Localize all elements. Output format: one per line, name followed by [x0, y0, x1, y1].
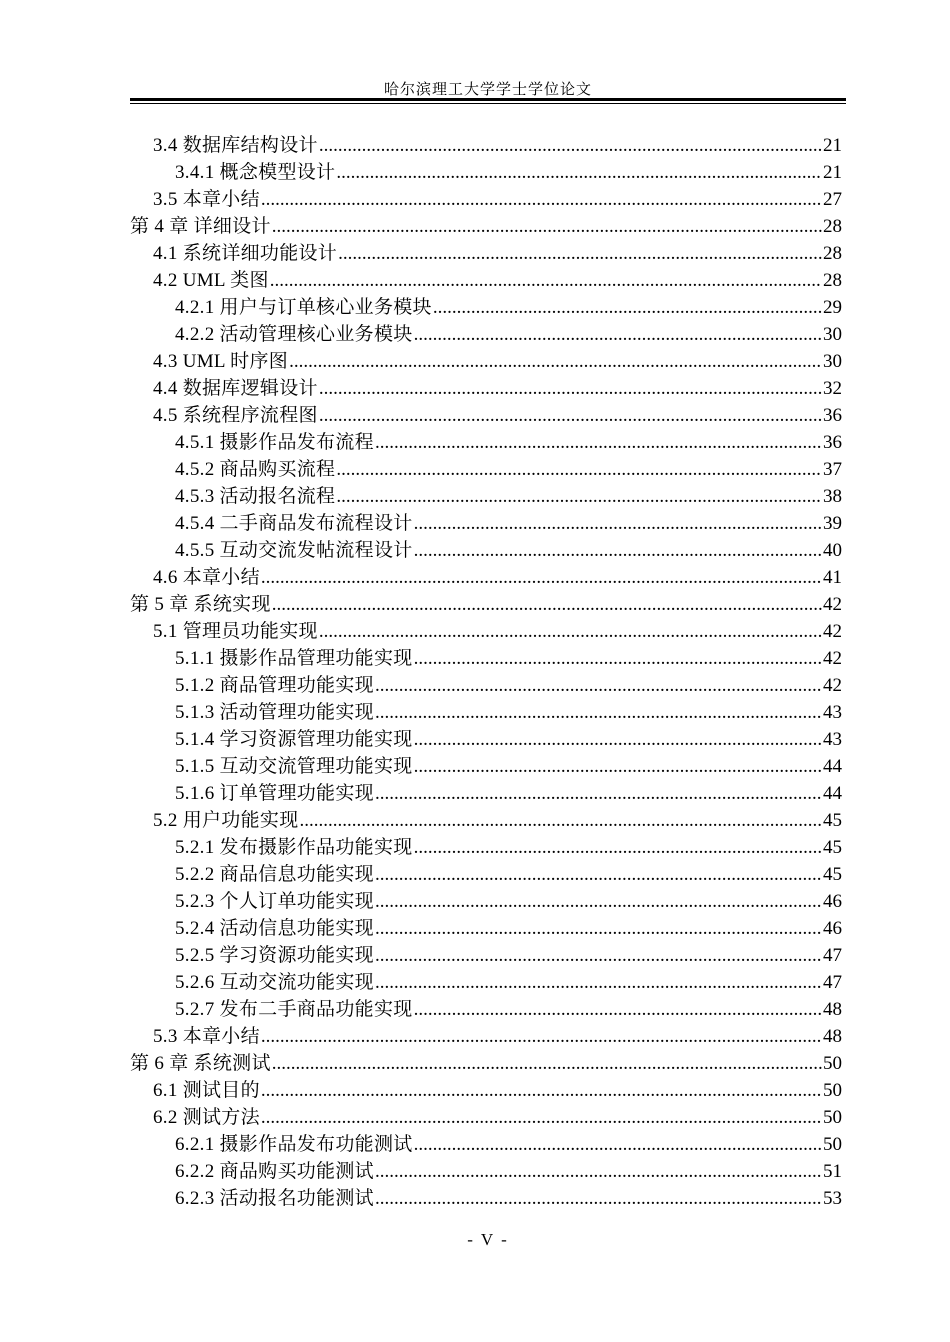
page-number: - V - — [467, 1230, 509, 1249]
toc-leader-dots — [336, 159, 822, 186]
header-rule-thin — [130, 103, 846, 104]
toc-leader-dots — [319, 132, 822, 159]
toc-entry-title: 6.2.3 活动报名功能测试 — [175, 1188, 374, 1209]
toc-leader-dots — [375, 672, 822, 699]
toc-leader-dots — [414, 753, 822, 780]
toc-entry-page: 50 — [823, 1080, 842, 1101]
toc-entry[interactable] — [130, 618, 842, 645]
toc-entry-page: 43 — [823, 729, 842, 750]
toc-entry-page: 47 — [823, 972, 842, 993]
toc-leader-dots — [433, 294, 822, 321]
toc-entry-title: 4.6 本章小结 — [153, 567, 260, 588]
toc-entry[interactable] — [130, 483, 842, 510]
toc-entry-title: 5.1.1 摄影作品管理功能实现 — [175, 648, 413, 669]
toc-entry-title: 第 6 章 系统测试 — [130, 1053, 271, 1074]
toc-entry-page: 36 — [823, 432, 842, 453]
toc-leader-dots — [414, 645, 822, 672]
toc-entry-page: 28 — [823, 270, 842, 291]
toc-entry-page: 47 — [823, 945, 842, 966]
table-of-contents — [130, 132, 842, 1212]
toc-entry[interactable] — [130, 537, 842, 564]
page-header: 哈尔滨理工大学学士学位论文 — [383, 82, 592, 98]
toc-entry-title: 5.1.4 学习资源管理功能实现 — [175, 729, 413, 750]
toc-entry-page: 46 — [823, 891, 842, 912]
toc-entry-title: 4.2 UML 类图 — [153, 270, 269, 291]
toc-entry[interactable] — [130, 159, 842, 186]
toc-entry-title: 4.2.2 活动管理核心业务模块 — [175, 324, 413, 345]
toc-entry[interactable] — [130, 564, 842, 591]
toc-leader-dots — [289, 348, 822, 375]
toc-entry[interactable] — [130, 375, 842, 402]
toc-entry[interactable] — [130, 267, 842, 294]
toc-entry-title: 4.1 系统详细功能设计 — [153, 243, 338, 264]
toc-entry-title: 5.1.3 活动管理功能实现 — [175, 702, 374, 723]
toc-entry[interactable] — [130, 1131, 842, 1158]
toc-entry-page: 44 — [823, 783, 842, 804]
toc-entry-title: 3.4.1 概念模型设计 — [175, 162, 336, 183]
toc-leader-dots — [336, 456, 822, 483]
toc-leader-dots — [261, 186, 822, 213]
toc-entry-title: 4.5.3 活动报名流程 — [175, 486, 336, 507]
toc-entry-title: 5.2.6 互动交流功能实现 — [175, 972, 374, 993]
toc-entry[interactable] — [130, 1023, 842, 1050]
toc-entry[interactable] — [130, 213, 842, 240]
toc-leader-dots — [375, 1185, 822, 1212]
toc-entry[interactable] — [130, 510, 842, 537]
toc-entry-page: 48 — [823, 999, 842, 1020]
toc-entry-page: 29 — [823, 297, 842, 318]
toc-entry-title: 5.2.5 学习资源功能实现 — [175, 945, 374, 966]
toc-entry[interactable] — [130, 969, 842, 996]
toc-entry[interactable] — [130, 699, 842, 726]
toc-leader-dots — [272, 213, 822, 240]
toc-entry[interactable] — [130, 186, 842, 213]
toc-entry-title: 5.1.2 商品管理功能实现 — [175, 675, 374, 696]
toc-entry-title: 5.2.1 发布摄影作品功能实现 — [175, 837, 413, 858]
toc-leader-dots — [414, 726, 822, 753]
toc-entry[interactable] — [130, 321, 842, 348]
toc-entry-page: 21 — [823, 162, 842, 183]
toc-leader-dots — [375, 915, 822, 942]
toc-leader-dots — [375, 699, 822, 726]
toc-entry-title: 4.5.2 商品购买流程 — [175, 459, 336, 480]
toc-entry-page: 42 — [823, 648, 842, 669]
toc-entry-title: 6.2.2 商品购买功能测试 — [175, 1161, 374, 1182]
toc-entry[interactable] — [130, 726, 842, 753]
toc-entry[interactable] — [130, 402, 842, 429]
toc-leader-dots — [375, 942, 822, 969]
toc-entry-title: 3.4 数据库结构设计 — [153, 135, 318, 156]
toc-entry[interactable] — [130, 645, 842, 672]
toc-entry-title: 5.1.5 互动交流管理功能实现 — [175, 756, 413, 777]
toc-entry-title: 4.5 系统程序流程图 — [153, 405, 318, 426]
header-rule-thick — [130, 98, 846, 101]
toc-entry[interactable] — [130, 807, 842, 834]
toc-entry[interactable] — [130, 834, 842, 861]
toc-entry[interactable] — [130, 1158, 842, 1185]
toc-entry-title: 5.2.4 活动信息功能实现 — [175, 918, 374, 939]
toc-entry-page: 45 — [823, 837, 842, 858]
toc-entry-title: 4.5.1 摄影作品发布流程 — [175, 432, 374, 453]
toc-entry-page: 38 — [823, 486, 842, 507]
toc-entry-title: 3.5 本章小结 — [153, 189, 260, 210]
toc-entry-title: 5.2.2 商品信息功能实现 — [175, 864, 374, 885]
toc-entry[interactable] — [130, 348, 842, 375]
toc-entry-title: 5.1.6 订单管理功能实现 — [175, 783, 374, 804]
toc-leader-dots — [414, 537, 822, 564]
toc-entry-page: 40 — [823, 540, 842, 561]
toc-entry-page: 48 — [823, 1026, 842, 1047]
toc-entry-page: 21 — [823, 135, 842, 156]
toc-entry-page: 50 — [823, 1134, 842, 1155]
toc-entry-page: 30 — [823, 324, 842, 345]
toc-leader-dots — [338, 240, 822, 267]
toc-entry-title: 4.4 数据库逻辑设计 — [153, 378, 318, 399]
toc-entry-page: 41 — [823, 567, 842, 588]
toc-entry-page: 28 — [823, 243, 842, 264]
toc-entry-title: 第 5 章 系统实现 — [130, 594, 271, 615]
toc-entry[interactable] — [130, 915, 842, 942]
toc-leader-dots — [375, 861, 822, 888]
toc-entry-title: 4.2.1 用户与订单核心业务模块 — [175, 297, 432, 318]
toc-entry[interactable] — [130, 888, 842, 915]
toc-entry-page: 28 — [823, 216, 842, 237]
toc-entry-title: 5.2.7 发布二手商品功能实现 — [175, 999, 413, 1020]
toc-entry-page: 42 — [823, 594, 842, 615]
toc-entry[interactable] — [130, 456, 842, 483]
toc-entry-page: 45 — [823, 810, 842, 831]
toc-leader-dots — [272, 1050, 822, 1077]
toc-leader-dots — [375, 429, 822, 456]
toc-entry[interactable] — [130, 861, 842, 888]
toc-entry-title: 4.5.5 互动交流发帖流程设计 — [175, 540, 413, 561]
toc-entry[interactable] — [130, 996, 842, 1023]
toc-entry-title: 6.1 测试目的 — [153, 1080, 260, 1101]
toc-entry[interactable] — [130, 942, 842, 969]
toc-leader-dots — [261, 1104, 822, 1131]
toc-leader-dots — [272, 591, 822, 618]
toc-entry-page: 50 — [823, 1107, 842, 1128]
toc-leader-dots — [261, 564, 822, 591]
toc-leader-dots — [375, 969, 822, 996]
toc-leader-dots — [414, 1131, 822, 1158]
toc-leader-dots — [300, 807, 822, 834]
toc-entry-title: 6.2.1 摄影作品发布功能测试 — [175, 1134, 413, 1155]
toc-leader-dots — [375, 780, 822, 807]
toc-leader-dots — [414, 510, 822, 537]
toc-entry[interactable] — [130, 1077, 842, 1104]
toc-entry-page: 45 — [823, 864, 842, 885]
toc-leader-dots — [414, 834, 822, 861]
toc-entry-title: 6.2 测试方法 — [153, 1107, 260, 1128]
toc-entry[interactable] — [130, 753, 842, 780]
toc-leader-dots — [414, 321, 822, 348]
toc-entry-title: 4.3 UML 时序图 — [153, 351, 289, 372]
toc-entry-page: 42 — [823, 675, 842, 696]
toc-entry-page: 51 — [823, 1161, 842, 1182]
toc-leader-dots — [336, 483, 822, 510]
toc-entry[interactable] — [130, 1050, 842, 1077]
toc-entry-page: 53 — [823, 1188, 842, 1209]
toc-entry[interactable] — [130, 1104, 842, 1131]
toc-entry-title: 第 4 章 详细设计 — [130, 216, 271, 237]
toc-entry-title: 4.5.4 二手商品发布流程设计 — [175, 513, 413, 534]
toc-entry-page: 39 — [823, 513, 842, 534]
toc-leader-dots — [319, 402, 822, 429]
toc-entry[interactable] — [130, 591, 842, 618]
toc-entry[interactable] — [130, 132, 842, 159]
toc-leader-dots — [261, 1077, 822, 1104]
toc-entry[interactable] — [130, 294, 842, 321]
toc-entry[interactable] — [130, 240, 842, 267]
toc-leader-dots — [375, 888, 822, 915]
toc-leader-dots — [375, 1158, 822, 1185]
toc-entry[interactable] — [130, 672, 842, 699]
toc-entry-page: 44 — [823, 756, 842, 777]
toc-entry-page: 30 — [823, 351, 842, 372]
toc-entry-title: 5.3 本章小结 — [153, 1026, 260, 1047]
toc-leader-dots — [261, 1023, 822, 1050]
toc-leader-dots — [319, 375, 822, 402]
toc-leader-dots — [414, 996, 822, 1023]
toc-entry[interactable] — [130, 1185, 842, 1212]
toc-entry-page: 37 — [823, 459, 842, 480]
toc-entry-page: 43 — [823, 702, 842, 723]
toc-leader-dots — [270, 267, 822, 294]
toc-entry[interactable] — [130, 780, 842, 807]
toc-entry-page: 32 — [823, 378, 842, 399]
toc-entry-page: 50 — [823, 1053, 842, 1074]
toc-entry-page: 27 — [823, 189, 842, 210]
toc-entry-page: 36 — [823, 405, 842, 426]
toc-entry-page: 42 — [823, 621, 842, 642]
toc-entry-page: 46 — [823, 918, 842, 939]
toc-leader-dots — [319, 618, 822, 645]
toc-entry-title: 5.2.3 个人订单功能实现 — [175, 891, 374, 912]
toc-entry-title: 5.1 管理员功能实现 — [153, 621, 318, 642]
toc-entry[interactable] — [130, 429, 842, 456]
toc-entry-title: 5.2 用户功能实现 — [153, 810, 299, 831]
